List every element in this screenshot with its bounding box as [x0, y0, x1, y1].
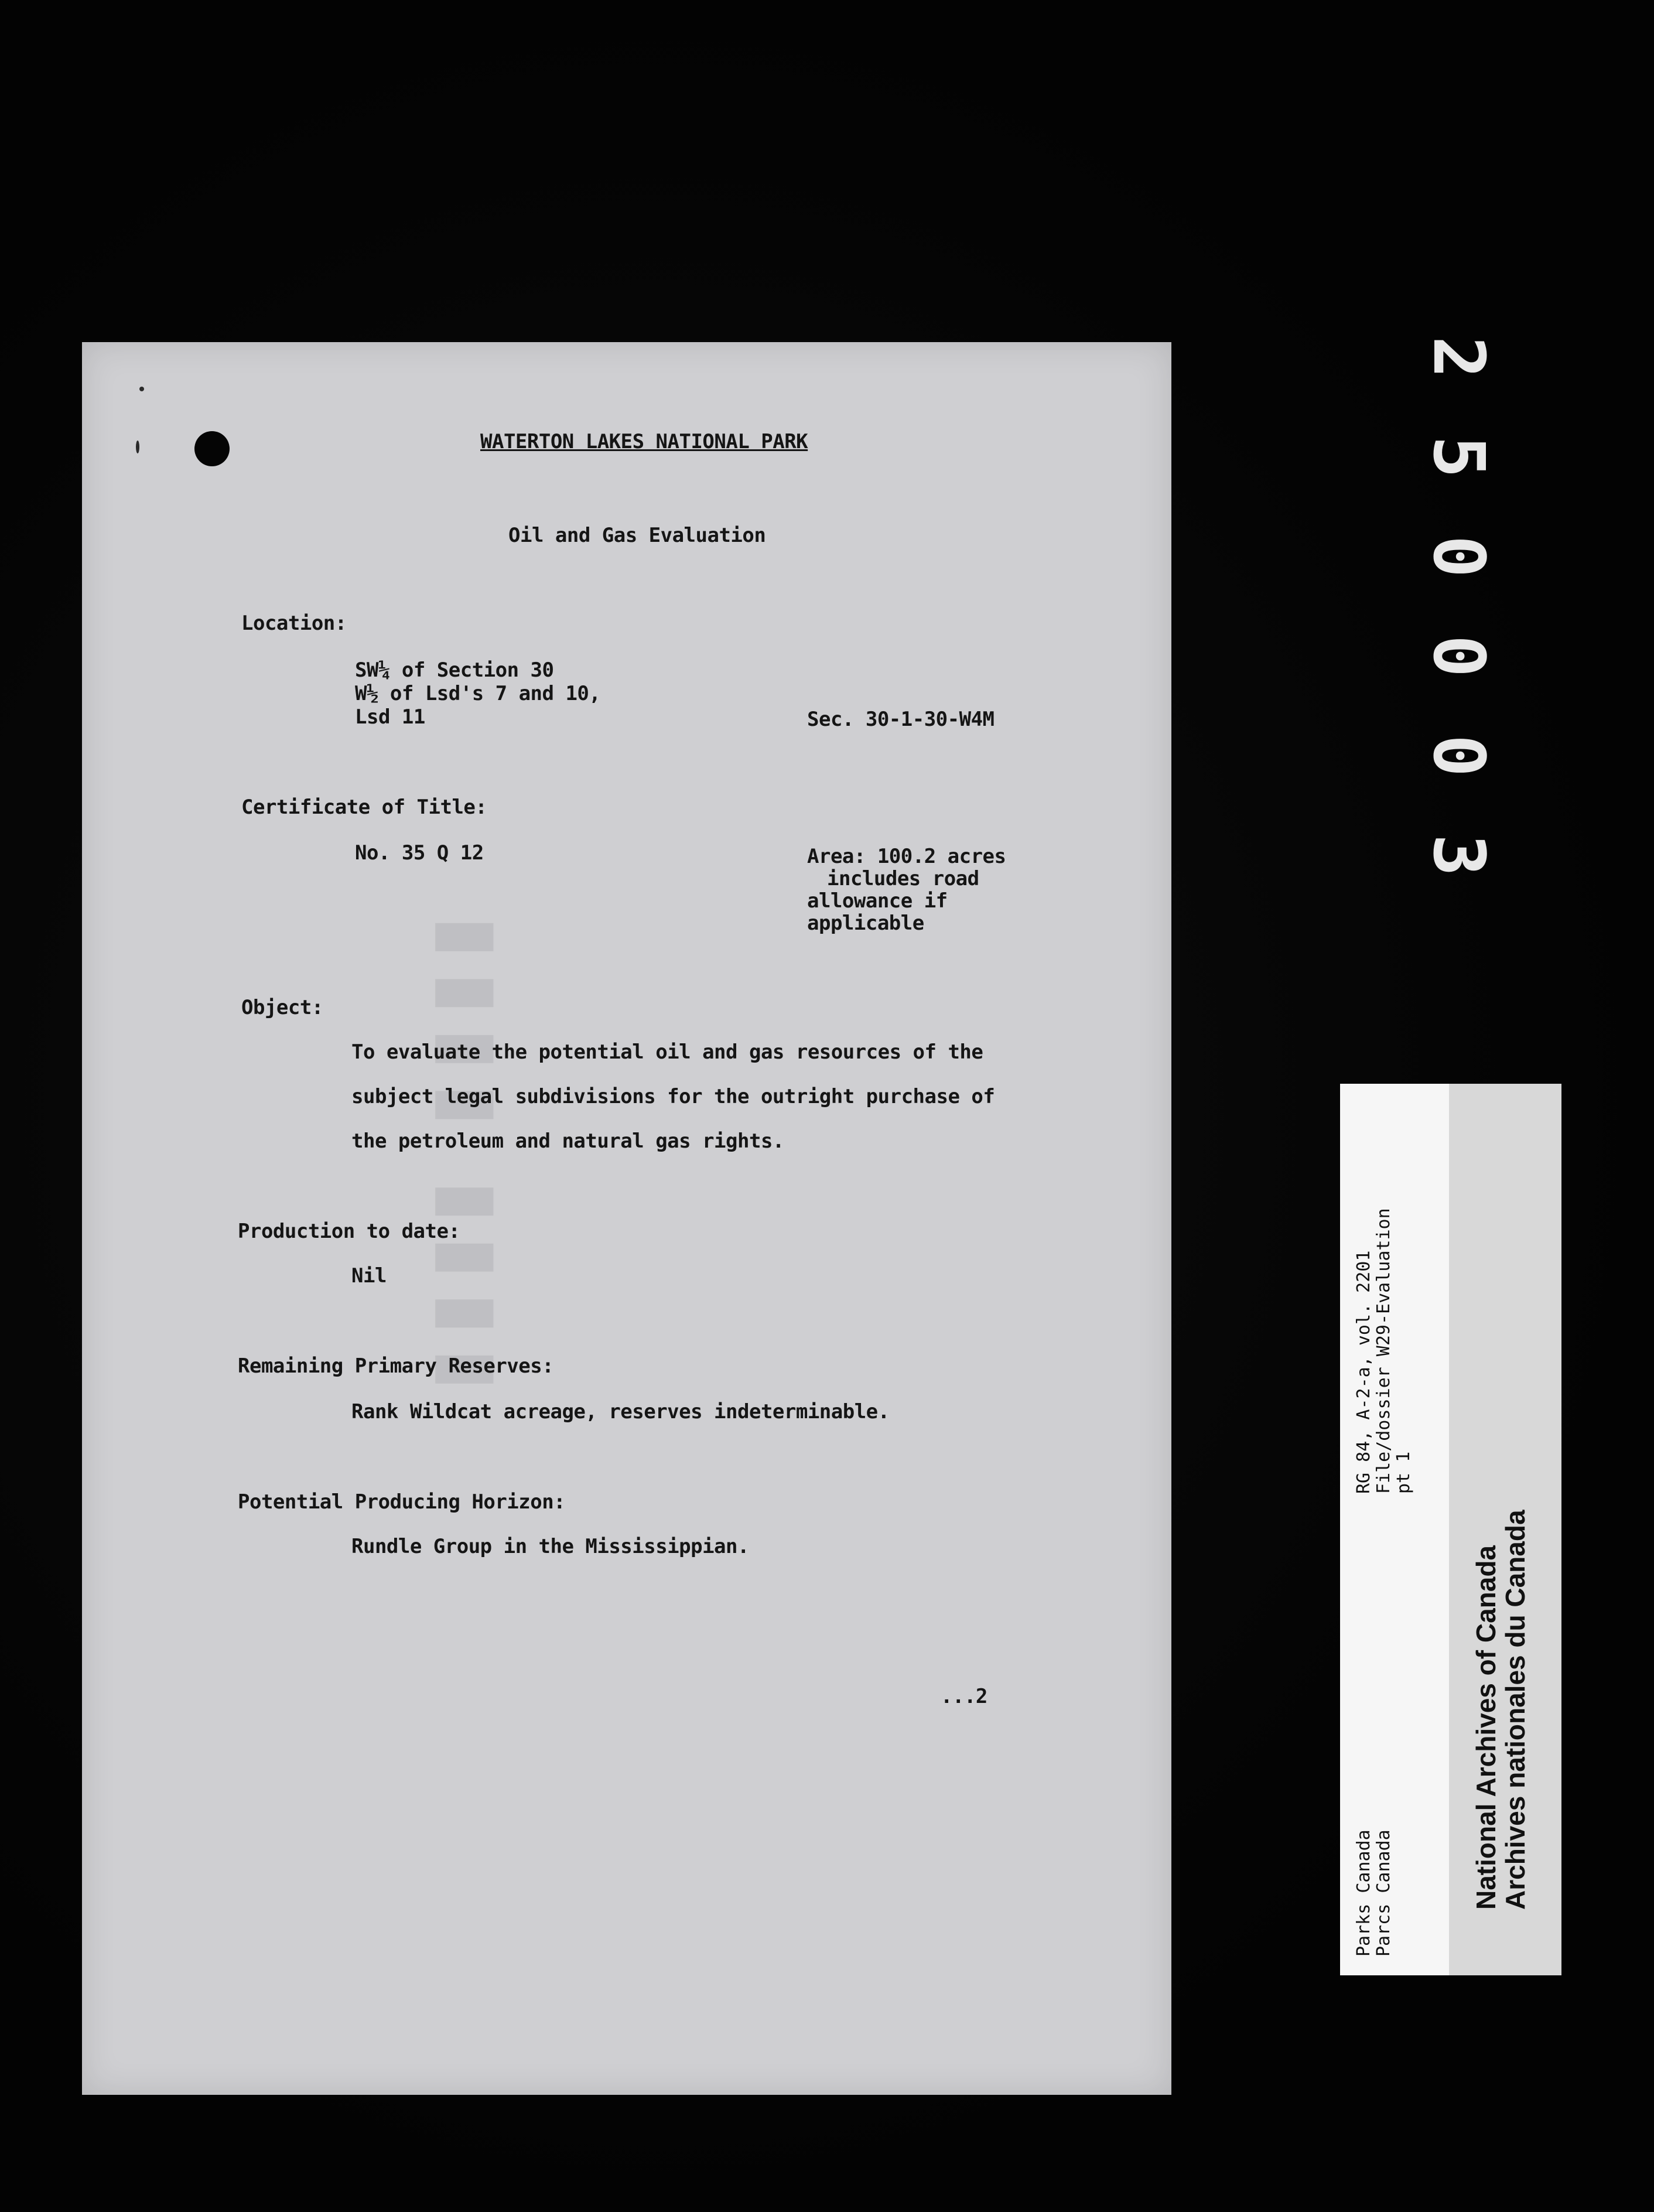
- location-line: Lsd 11: [355, 705, 425, 729]
- archive-name-line: Archives nationales du Canada: [1500, 1510, 1530, 1910]
- page-continuation: ...2: [941, 1685, 987, 1708]
- archive-reference-line: RG 84, A-2-a, vol. 2201: [1354, 1250, 1374, 1494]
- frame-digit: 0: [1417, 535, 1499, 578]
- punch-hole: [194, 431, 230, 466]
- department-line: Parcs Canada: [1373, 1829, 1394, 1957]
- area-line: includes road: [827, 867, 979, 890]
- certificate-label: Certificate of Title:: [241, 796, 487, 819]
- object-label: Object:: [241, 996, 323, 1019]
- reserves-label: Remaining Primary Reserves:: [238, 1354, 554, 1378]
- object-line: subject legal subdivisions for the outright purchase of: [351, 1085, 995, 1108]
- document-subheading: Oil and Gas Evaluation: [508, 524, 766, 547]
- document-page: [82, 342, 1171, 2095]
- area-line: applicable: [807, 912, 924, 935]
- archive-label: [1340, 1084, 1561, 1975]
- department-line: Parks Canada: [1354, 1829, 1374, 1957]
- horizon-label: Potential Producing Horizon:: [238, 1490, 566, 1514]
- ink-speck: [139, 387, 144, 391]
- archive-reference-line: pt 1: [1393, 1451, 1414, 1494]
- frame-digit: 5: [1417, 435, 1499, 479]
- frame-digit: 0: [1417, 634, 1499, 678]
- production-value: Nil: [351, 1264, 387, 1288]
- production-label: Production to date:: [238, 1220, 460, 1243]
- frame-number: [1417, 305, 1499, 902]
- archive-label-reference-panel: [1340, 1084, 1449, 1975]
- faded-stamp-watermark: [426, 916, 515, 1405]
- frame-digit: 3: [1417, 834, 1499, 877]
- section-reference: Sec. 30-1-30-W4M: [807, 708, 995, 731]
- object-line: the petroleum and natural gas rights.: [351, 1129, 784, 1153]
- frame-digit: 0: [1417, 734, 1499, 777]
- archive-label-name-panel: [1449, 1084, 1561, 1975]
- stamp-glyph-1: ▮▮▮▮ ▮▮▮▮: [426, 916, 515, 1405]
- horizon-value: Rundle Group in the Mississippian.: [351, 1535, 749, 1558]
- frame-digit: 2: [1417, 336, 1499, 379]
- location-line: SW¼ of Section 30: [355, 658, 554, 682]
- reserves-value: Rank Wildcat acreage, reserves indeterminable.: [351, 1400, 890, 1424]
- object-line: To evaluate the potential oil and gas resources of the: [351, 1040, 983, 1064]
- archive-name-line: National Archives of Canada: [1471, 1545, 1501, 1910]
- location-line: W½ of Lsd's 7 and 10,: [355, 682, 601, 705]
- area-line: allowance if: [807, 889, 948, 913]
- archive-reference-line: File/dossier W29-Evaluation: [1373, 1208, 1394, 1494]
- document-heading: WATERTON LAKES NATIONAL PARK: [480, 430, 808, 453]
- location-label: Location:: [241, 612, 347, 635]
- certificate-number: No. 35 Q 12: [355, 841, 484, 865]
- ink-speck: [136, 441, 139, 453]
- area-line: Area: 100.2 acres: [807, 845, 1006, 868]
